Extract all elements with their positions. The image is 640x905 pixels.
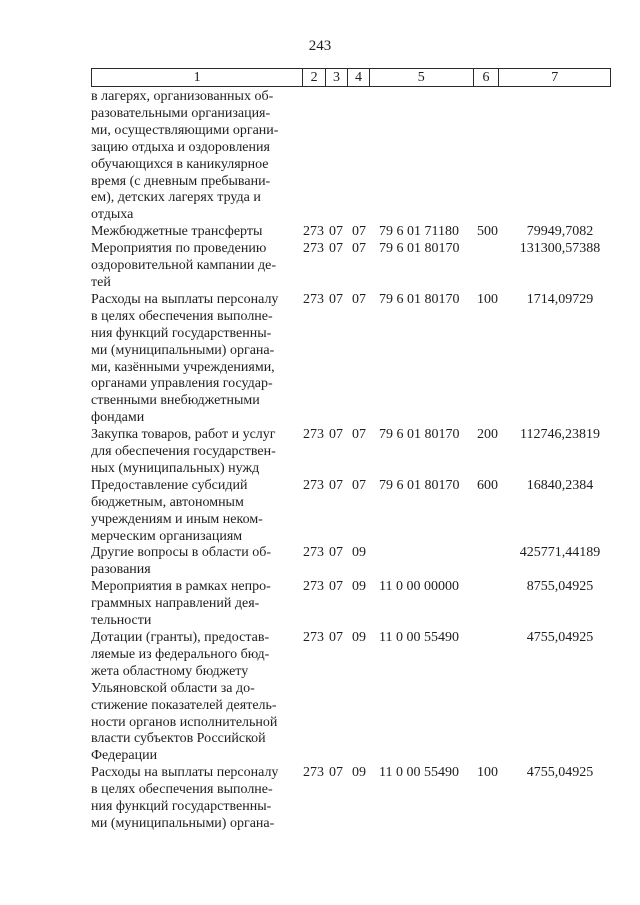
table-row — [91, 545, 621, 579]
header-col-5: 5 — [370, 69, 474, 86]
cell-amount: 16840,2384 — [526, 477, 594, 493]
cell-target-article: 79 6 01 80170 — [379, 477, 460, 493]
cell-section: 07 — [329, 427, 343, 443]
cell-expense-type: 600 — [477, 477, 498, 493]
cell-target-article: 79 6 01 80170 — [379, 427, 460, 443]
table-row — [91, 478, 621, 546]
table-row — [91, 427, 621, 478]
cell-ministry: 273 — [303, 477, 324, 493]
row-name: Мероприятия в рамках непро- граммных направлений дея- тельности — [91, 579, 271, 629]
table-row — [91, 292, 621, 427]
table-row — [91, 241, 621, 292]
cell-subsection: 07 — [352, 291, 366, 307]
row-name: Межбюджетные трансферты — [91, 224, 263, 240]
header-col-3: 3 — [326, 69, 348, 86]
table-header — [91, 68, 611, 87]
row-name: Предоставление субсидий бюджетным, автономным учреждениям и иным неком- мерческим организациям — [91, 477, 263, 544]
cell-subsection: 07 — [352, 241, 366, 257]
cell-target-article: 11 0 00 00000 — [379, 579, 459, 595]
cell-subsection: 09 — [352, 630, 366, 645]
table-row — [91, 630, 621, 765]
cell-section: 07 — [329, 291, 343, 307]
row-name: Закупка товаров, работ и услуг для обеспечения государствен- ных (муниципальных) нужд — [91, 427, 276, 476]
table-row — [91, 579, 621, 630]
row-name: Расходы на выплаты персоналу в целях обеспечения выполне- ния функций государственны- ми (муниципальными) органа- — [91, 765, 279, 831]
cell-ministry: 273 — [303, 241, 324, 257]
cell-subsection: 07 — [352, 427, 366, 443]
cell-target-article: 79 6 01 80170 — [379, 241, 460, 257]
cell-target-article: 79 6 01 80170 — [379, 291, 460, 307]
cell-subsection: 07 — [352, 477, 366, 493]
header-col-4: 4 — [348, 69, 370, 86]
table-row — [91, 89, 621, 224]
cell-section: 07 — [329, 765, 343, 781]
page-number: 243 — [308, 38, 332, 54]
row-name: в лагерях, организованных об- разовательными организация- ми, осуществляющими органи- зацию отдыха и оздоровления обучающихся в каникулярное время (с дневным пребывани- ем), детских лагерях труда и отдыха — [91, 89, 279, 223]
cell-ministry: 273 — [303, 291, 324, 307]
cell-subsection: 07 — [352, 224, 366, 240]
cell-subsection: 09 — [352, 545, 366, 561]
cell-subsection: 09 — [352, 579, 366, 595]
table-row — [91, 224, 621, 241]
cell-amount: 4755,04925 — [526, 630, 594, 645]
row-name: Дотации (гранты), предостав- ляемые из федерального бюд- жета областному бюджету Ульяновской области за до- стижение показателей деятель- ности органов исполнительной власти субъектов Российской Федерации — [91, 630, 278, 764]
header-col-7: 7 — [551, 70, 559, 85]
cell-ministry: 273 — [303, 427, 324, 443]
cell-section: 07 — [329, 579, 343, 595]
cell-ministry: 273 — [303, 224, 324, 240]
cell-expense-type: 500 — [477, 224, 498, 240]
header-col-1: 1 — [92, 69, 303, 86]
cell-ministry: 273 — [303, 545, 324, 561]
cell-ministry: 273 — [303, 579, 324, 595]
header-col-2: 2 — [303, 69, 326, 86]
cell-target-article: 79 6 01 71180 — [379, 224, 459, 240]
cell-expense-type: 100 — [477, 765, 498, 781]
header-col-6: 6 — [474, 69, 500, 86]
cell-amount: 1714,09729 — [526, 291, 594, 307]
cell-section: 07 — [329, 630, 343, 645]
cell-section: 07 — [329, 241, 343, 257]
row-name: Другие вопросы в области об- разования — [91, 545, 271, 578]
cell-subsection: 09 — [352, 765, 366, 781]
cell-ministry: 273 — [303, 765, 324, 781]
table-body — [91, 89, 621, 833]
cell-section: 07 — [329, 545, 343, 561]
cell-amount: 112746,23819 — [520, 427, 600, 443]
cell-amount: 4755,04925 — [526, 765, 594, 781]
cell-section: 07 — [329, 477, 343, 493]
cell-ministry: 273 — [303, 630, 324, 645]
cell-target-article: 11 0 00 55490 — [379, 630, 459, 645]
cell-amount: 425771,44189 — [519, 545, 601, 561]
table-row — [91, 765, 621, 833]
cell-expense-type: 200 — [477, 427, 498, 443]
cell-expense-type: 100 — [477, 291, 498, 307]
cell-section: 07 — [329, 224, 343, 240]
cell-amount: 79949,7082 — [526, 224, 594, 240]
cell-amount: 131300,57388 — [519, 241, 601, 257]
row-name: Мероприятия по проведению оздоровительной кампании де- тей — [91, 241, 277, 290]
cell-target-article: 11 0 00 55490 — [379, 765, 459, 781]
cell-amount: 8755,04925 — [526, 579, 594, 595]
row-name: Расходы на выплаты персоналу в целях обеспечения выполне- ния функций государственны- ми (муниципальными) органа- ми, казёнными учреждениями, органами управления государ- ственными внебюджетными фондами — [91, 291, 279, 426]
